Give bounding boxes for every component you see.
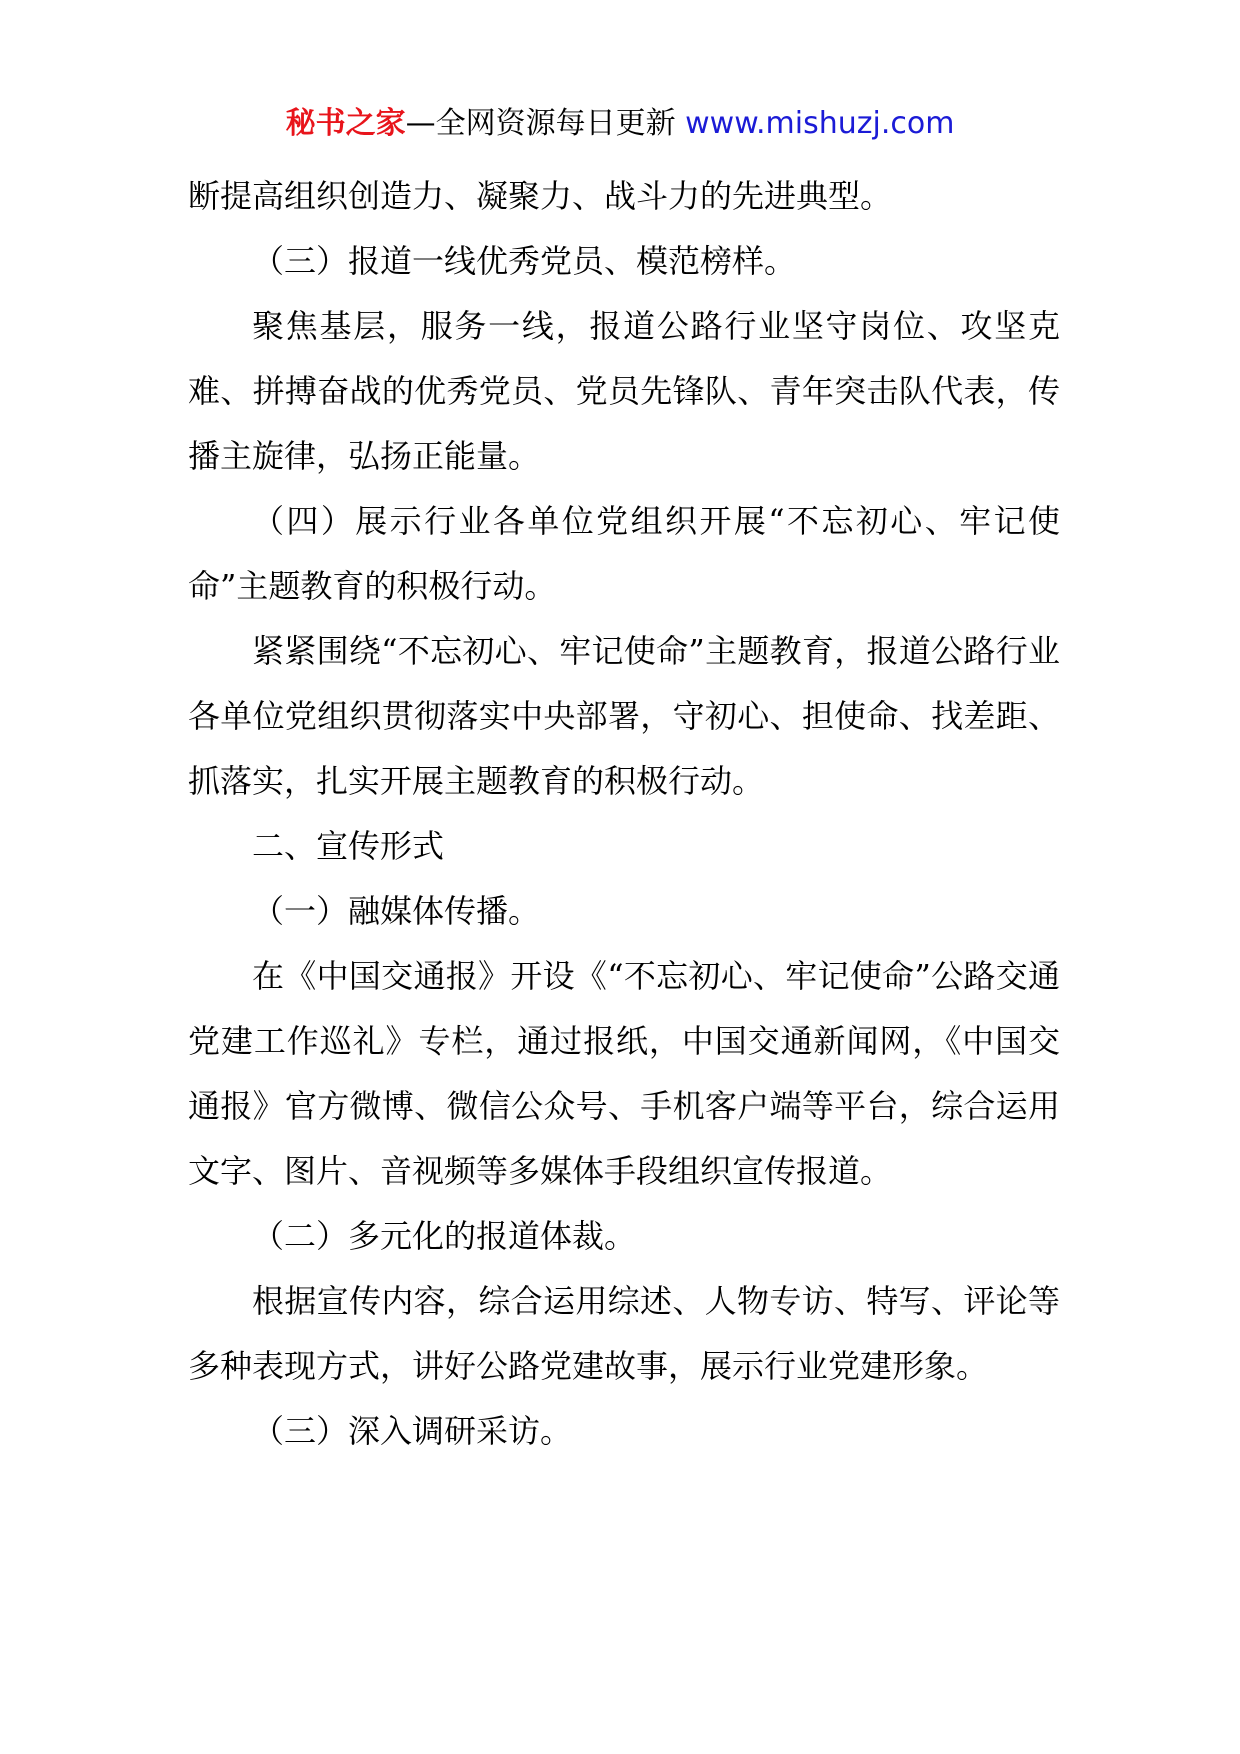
header-brand: 秘书之家	[285, 106, 406, 141]
header-url-link[interactable]: www.mishuzj.com	[685, 106, 955, 141]
paragraph: 根据宣传内容，综合运用综述、人物专访、特写、评论等多种表现方式，讲好公路党建故事，展示行业党建形象。	[188, 1282, 1060, 1385]
section-heading: （一）融媒体传播。	[252, 892, 541, 930]
paragraph: 聚焦基层，服务一线，报道公路行业坚守岗位、攻坚克难、拼搏奋战的优秀党员、党员先锋队、青年突击队代表，传播主旋律，弘扬正能量。	[188, 307, 1060, 475]
paragraph: 在《中国交通报》开设《“不忘初心、牢记使命”公路交通党建工作巡礼》专栏，通过报纸，中国交通新闻网，《中国交通报》官方微博、微信公众号、手机客户端等平台，综合运用文字、图片、音视频等多媒体手段组织宣传报道。	[188, 957, 1060, 1190]
section-heading: （四）展示行业各单位党组织开展“不忘初心、牢记使命”主题教育的积极行动。	[188, 502, 1060, 605]
paragraph: 紧紧围绕“不忘初心、牢记使命”主题教育，报道公路行业各单位党组织贯彻落实中央部署，守初心、担使命、找差距、抓落实，扎实开展主题教育的积极行动。	[188, 632, 1060, 800]
page-header	[0, 104, 1240, 144]
paragraph-continuation: 断提高组织创造力、凝聚力、战斗力的先进典型。	[188, 177, 893, 215]
section-heading: （二）多元化的报道体裁。	[252, 1217, 637, 1255]
document-body	[188, 164, 1060, 1464]
section-heading: （三）报道一线优秀党员、模范榜样。	[252, 242, 797, 280]
section-heading: （三）深入调研采访。	[252, 1412, 573, 1450]
chapter-heading: 二、宣传形式	[252, 827, 445, 865]
header-tagline: —全网资源每日更新	[405, 106, 676, 141]
